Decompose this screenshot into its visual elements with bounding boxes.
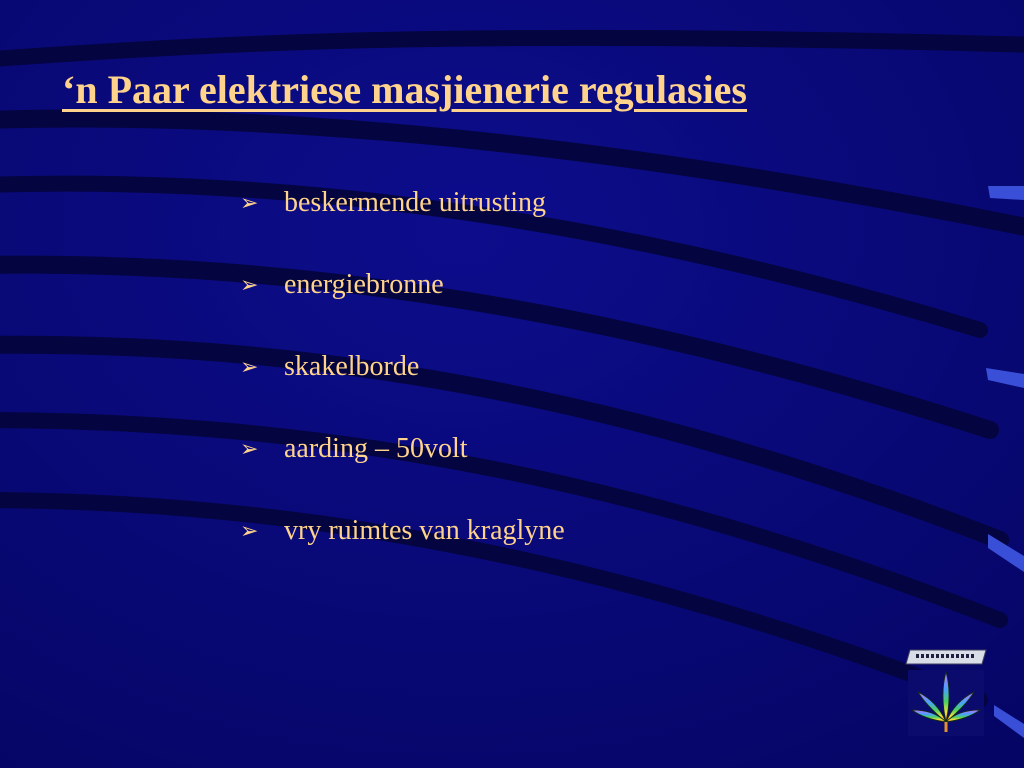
bullet-text: vry ruimtes van kraglyne [284,515,565,546]
bullet-text: energiebronne [284,269,444,300]
list-item [240,183,565,223]
list-item [240,511,565,551]
arrowhead-bullet-icon: ➢ [240,190,259,215]
bullet-text: skakelborde [284,351,420,382]
leaf-logo-icon [902,646,990,742]
bullet-text: aarding – 50volt [284,433,468,464]
bullet-text: beskermende uitrusting [284,187,547,218]
arrowhead-bullet-icon: ➢ [240,518,259,543]
arrowhead-bullet-icon: ➢ [240,354,259,379]
list-item [240,265,565,305]
arrowhead-bullet-icon: ➢ [240,436,259,461]
bullet-list [240,183,565,593]
slide-title: ‘n Paar elektriese masjienerie regulasies [62,67,747,112]
arrowhead-bullet-icon: ➢ [240,272,259,297]
list-item [240,347,565,387]
list-item [240,429,565,469]
